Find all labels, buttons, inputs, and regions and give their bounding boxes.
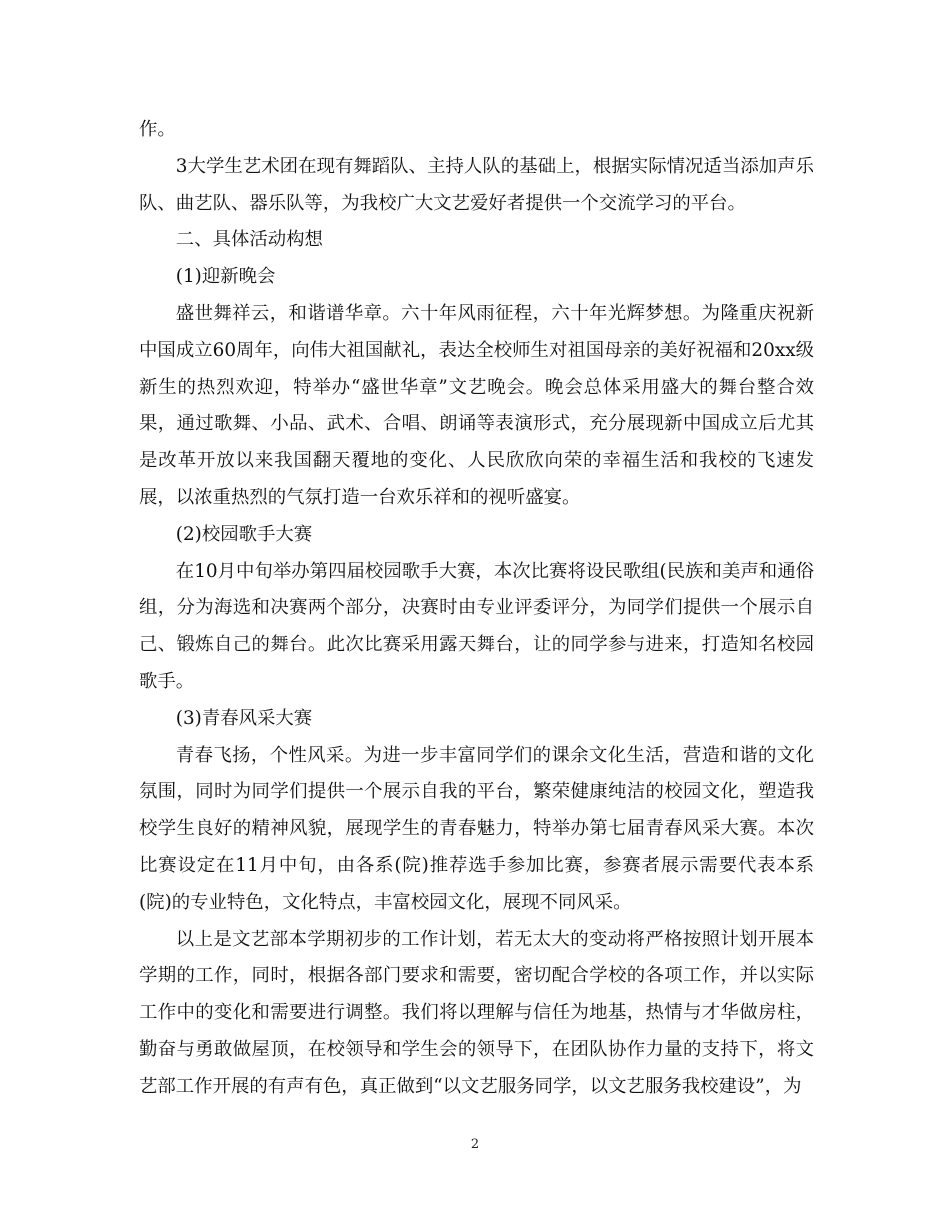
- paragraph-continuation: 作。: [139, 119, 176, 140]
- subheading-welcome-gala: (1)迎新晚会: [175, 266, 276, 288]
- page-number: 2: [470, 1137, 480, 1152]
- subheading-singer-contest: (2)校园歌手大赛: [175, 523, 313, 545]
- paragraph-conclusion: 以上是文艺部本学期初步的工作计划，若无太大的变动将严格按照计划开展本学期的工作，同时，根据各部门要求和需要，密切配合学校的各项工作，并以实际工作中的变化和需要进行调整。我们将以理解与信任为地基，热情与才华做房柱，勤奋与勇敢做屋顶，在校领导和学生会的领导下，在团队协作力量的支持下，将文艺部工作开展的有声有色，真正做到“以文艺服务同学，以文艺服务我校建设”，为: [139, 928, 814, 1097]
- paragraph-welcome-gala: 盛世舞祥云，和谐谱华章。六十年风雨征程，六十年光辉梦想。为隆重庆祝新中国成立60周年，向伟大祖国献礼，表达全校师生对祖国母亲的美好祝福和20xx级新生的热烈欢迎，特举办“盛世华章”文艺晚会。晚会总体采用盛大的舞台整合效果，通过歌舞、小品、武术、合唱、朗诵等表演形式，充分展现新中国成立后尤其是改革开放以来我国翻天覆地的变化、人民欣欣向荣的幸福生活和我校的飞速发展，以浓重热烈的气氛打造一台欢乐祥和的视听盛宴。: [139, 302, 814, 508]
- paragraph-singer-contest: 在10月中旬举办第四届校园歌手大赛，本次比赛将设民歌组(民族和美声和通俗组，分为海选和决赛两个部分，决赛时由专业评委评分，为同学们提供一个展示自己、锻炼自己的舞台。此次比赛采用露天舞台，让的同学参与进来，打造知名校园歌手。: [139, 560, 814, 692]
- paragraph-youth-contest: 青春飞扬，个性风采。为进一步丰富同学们的课余文化生活，营造和谐的文化氛围，同时为同学们提供一个展示自我的平台，繁荣健康纯洁的校园文化，塑造我校学生良好的精神风貌，展现学生的青春魅力，特举办第七届青春风采大赛。本次比赛设定在11月中旬，由各系(院)推荐选手参加比赛，参赛者展示需要代表本系(院)的专业特色，文化特点，丰富校园文化，展现不同风采。: [139, 744, 814, 913]
- section-heading-activities: 二、具体活动构想: [175, 229, 323, 251]
- document-body: [139, 112, 814, 1106]
- subheading-youth-contest: (3)青春风采大赛: [175, 707, 313, 729]
- paragraph-art-troupe: 3大学生艺术团在现有舞蹈队、主持人队的基础上，根据实际情况适当添加声乐队、曲艺队、器乐队等，为我校广大文艺爱好者提供一个交流学习的平台。: [139, 155, 814, 214]
